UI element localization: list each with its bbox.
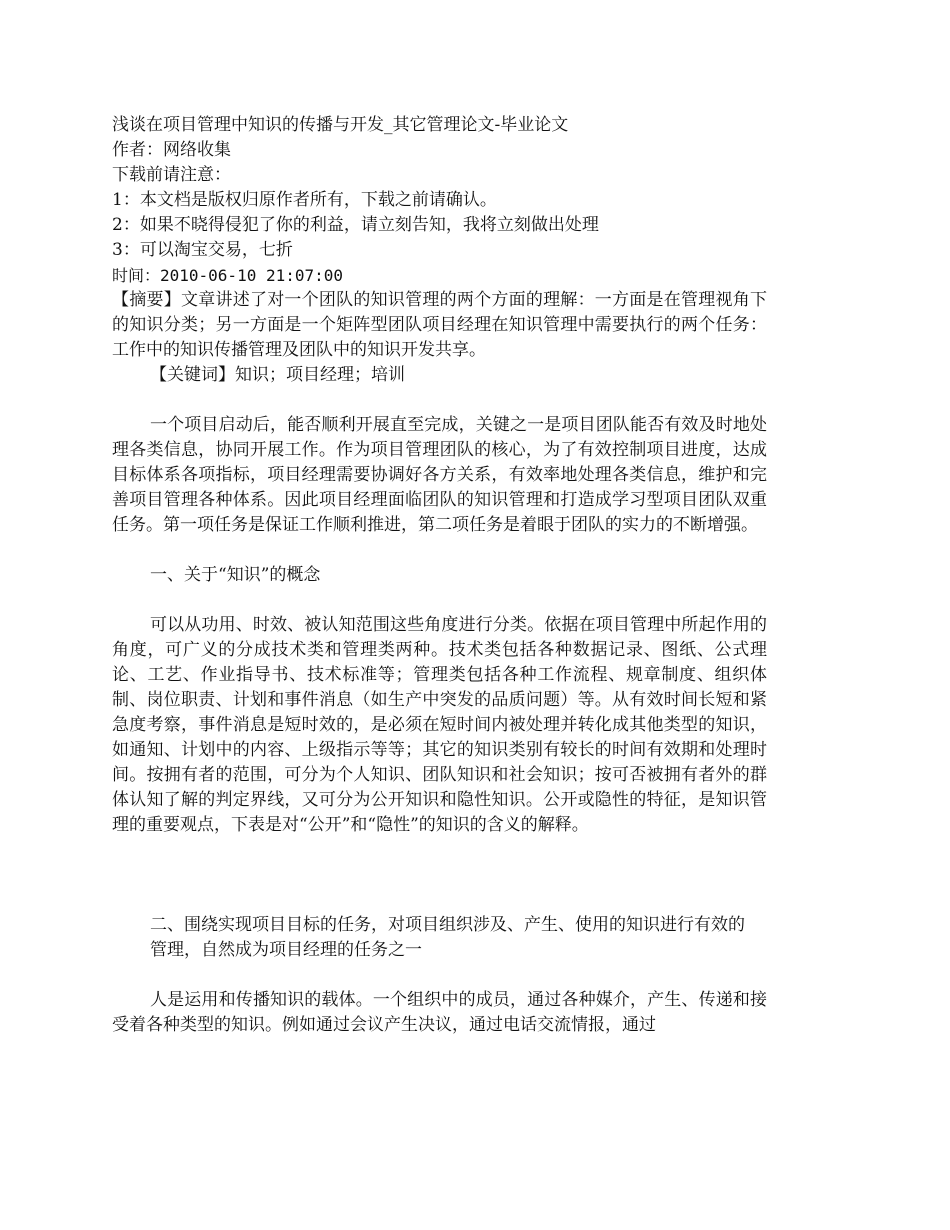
section-paragraph: 人是运用和传播知识的载体。一个组织中的成员，通过各种媒介，产生、传递和接受着各种类型的知识。例如通过会议产生决议，通过电话交流情报，通过 (112, 990, 767, 1035)
abstract-paragraph: 【摘要】文章讲述了对一个团队的知识管理的两个方面的理解：一方面是在管理视角下的知识分类；另一方面是一个矩阵型团队项目经理在知识管理中需要执行的两个任务：工作中的知识传播管理及团队中的知识开发共享。 (112, 290, 767, 360)
section-paragraph: 可以从功用、时效、被认知范围这些角度进行分类。依据在项目管理中所起作用的角度，可广义的分成技术类和管理类两种。技术类包括各种数据记录、图纸、公式理论、工艺、作业指导书、技术标准等；管理类包括各种工作流程、规章制度、组织体制、岗位职责、计划和事件消息（如生产中突发的品质问题）等。从有效时间长短和紧急度考察，事件消息是短时效的，是必须在短时间内被处理并转化成其他类型的知识，如通知、计划中的内容、上级指示等等；其它的知识类别有较长的时间有效期和处理时间。按拥有者的范围，可分为个人知识、团队知识和社会知识；按可否被拥有者外的群体认知了解的判定界线，又可分为公开知识和隐性知识。公开或隐性的特征，是知识管理的重要观点，下表是对“公开”和“隐性”的知识的含义的解释。 (112, 615, 767, 835)
intro-paragraph: 一个项目启动后，能否顺利开展直至完成，关键之一是项目团队能否有效及时地处理各类信息，协同开展工作。作为项目管理团队的核心，为了有效控制项目进度，达成目标体系各项指标，项目经理需要协调好各方关系，有效率地处理各类信息，维护和完善项目管理各种体系。因此项目经理面临团队的知识管理和打造成学习型项目团队双重任务。第一项任务是保证工作顺利推进，第二项任务是着眼于团队的实力的不断增强。 (112, 415, 767, 535)
notice-item: 2：如果不晓得侵犯了你的利益，请立刻告知，我将立刻做出处理 (112, 215, 599, 235)
blank-line (112, 538, 767, 563)
section-heading-continuation: 管理，自然成为项目经理的任务之一 (150, 940, 422, 960)
notice-heading: 下载前请注意： (112, 165, 231, 185)
notice-item: 1：本文档是版权归原作者所有，下载之前请确认。 (112, 190, 497, 210)
keywords-line: 【关键词】知识；项目经理；培训 (150, 365, 405, 385)
document-title: 浅谈在项目管理中知识的传播与开发_其它管理论文-毕业论文 (112, 115, 569, 135)
blank-space (112, 838, 767, 913)
timestamp-line: 时间：2010-06-10 21:07:00 (112, 266, 344, 285)
blank-line (112, 588, 767, 613)
blank-line (112, 388, 767, 413)
blank-line (112, 963, 767, 988)
notice-item: 3：可以淘宝交易，七折 (112, 240, 293, 260)
section-heading: 一、关于“知识”的概念 (150, 565, 321, 585)
document-page (112, 113, 767, 1038)
author-line: 作者：网络收集 (112, 140, 231, 160)
section-heading: 二、围绕实现项目目标的任务，对项目组织涉及、产生、使用的知识进行有效的 (150, 915, 745, 935)
